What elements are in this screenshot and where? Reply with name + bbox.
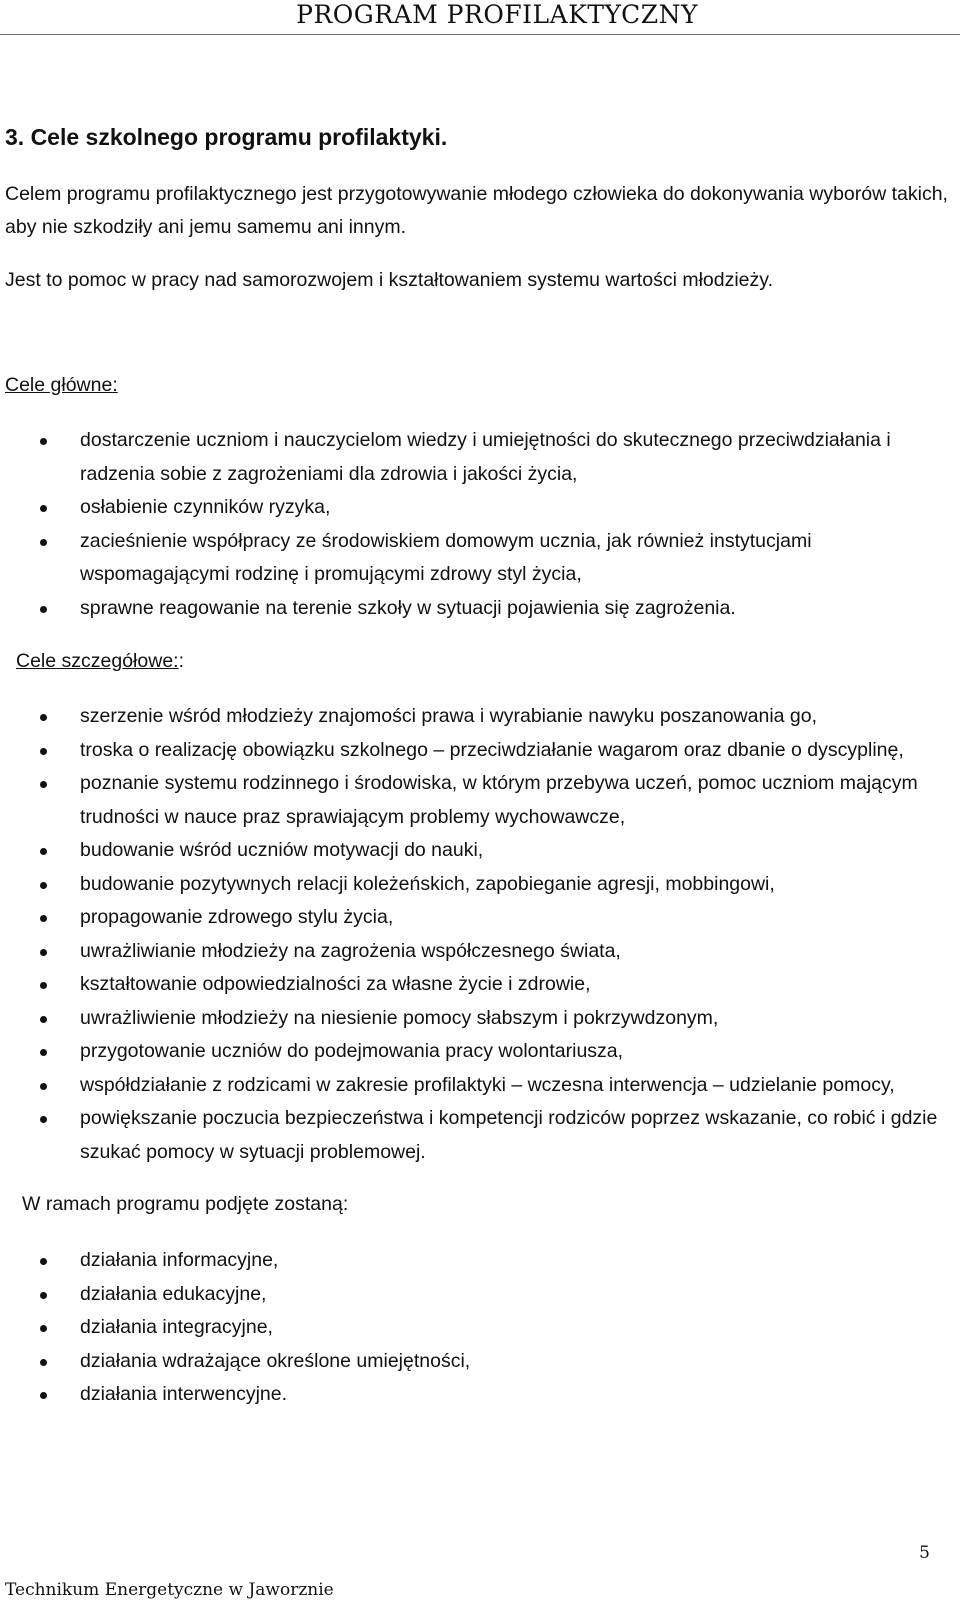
list-item	[0, 935, 945, 969]
list-item	[0, 767, 945, 834]
bullet-icon	[40, 1359, 47, 1366]
bullet-icon	[40, 1049, 47, 1056]
list-item-text: działania edukacyjne,	[80, 1282, 267, 1305]
header-title: PROGRAM PROFILAKTYCZNY	[296, 0, 698, 29]
list-item-text: kształtowanie odpowiedzialności za własne życie i zdrowie,	[80, 973, 591, 995]
bullet-icon	[40, 748, 47, 755]
bullet-icon	[40, 882, 47, 889]
bullet-icon	[40, 1116, 47, 1123]
bullet-icon	[40, 1083, 47, 1090]
list-item	[0, 868, 945, 902]
list-item-text: działania interwencyjne.	[80, 1383, 288, 1405]
section-title: 3. Cele szkolnego programu profilaktyki.	[5, 124, 448, 150]
list-item-text: zacieśnienie współpracy ze środowiskiem domowym ucznia, jak również instytucjami wspomagającymi rodzinę i promującymi zdrowy styl życia,	[80, 529, 812, 585]
bullet-icon	[40, 982, 47, 989]
list-item	[0, 734, 945, 768]
list-item-text: działania integracyjne,	[80, 1316, 273, 1338]
bullet-icon	[40, 438, 47, 445]
bullet-icon	[40, 1292, 47, 1299]
bullet-icon	[40, 781, 47, 788]
list-item-text: uwrażliwianie młodzieży na zagrożenia współczesnego świata,	[80, 939, 621, 962]
list-item-text: działania wdrażające określone umiejętności,	[80, 1349, 471, 1372]
list-item	[0, 1002, 945, 1036]
list-item	[0, 968, 945, 1002]
page-header	[0, 0, 960, 35]
list-item-text: powiększanie poczucia bezpieczeństwa i kompetencji rodziców poprzez wskazanie, co robić i gdzie szukać pomocy w sytuacji problemowej.	[80, 1107, 938, 1163]
page-number: 5	[919, 1543, 930, 1563]
list-item	[0, 1378, 945, 1412]
intro-paragraph-2: Jest to pomoc w pracy nad samorozwojem i kształtowaniem systemu wartości młodzieży.	[5, 269, 773, 291]
list-item-text: uwrażliwienie młodzieży na niesienie pomocy słabszym i pokrzywdzonym,	[80, 1006, 719, 1029]
list-item	[0, 1278, 945, 1312]
footer-school-name: Technikum Energetyczne w Jaworznie	[5, 1580, 334, 1600]
list-item-text: sprawne reagowanie na terenie szkoły w sytuacji pojawienia się zagrożenia.	[80, 596, 736, 619]
detailed-goals-list	[0, 700, 945, 1169]
bullet-icon	[40, 539, 47, 546]
actions-list	[0, 1244, 945, 1412]
bullet-icon	[40, 848, 47, 855]
list-item	[0, 901, 945, 935]
bullet-icon	[40, 714, 47, 721]
list-item	[0, 491, 945, 525]
list-item	[0, 592, 945, 626]
list-item-text: współdziałanie z rodzicami w zakresie profilaktyki – wczesna interwencja – udzielanie pomocy,	[80, 1073, 895, 1096]
bullet-icon	[40, 1325, 47, 1332]
list-item-text: dostarczenie uczniom i nauczycielom wiedzy i umiejętności do skutecznego przeciwdziałania i radzenia sobie z zagrożeniami dla zdrowia i jakości życia,	[80, 429, 891, 485]
bullet-icon	[40, 1392, 47, 1399]
list-item-text: osłabienie czynników ryzyka,	[80, 496, 331, 518]
bullet-icon	[40, 1016, 47, 1023]
list-item	[0, 1035, 945, 1069]
list-item-text: działania informacyjne,	[80, 1249, 279, 1271]
list-item	[0, 700, 945, 734]
detailed-goals-heading-wrap	[16, 650, 184, 673]
list-item-text: propagowanie zdrowego stylu życia,	[80, 906, 394, 928]
detailed-goals-heading: Cele szczegółowe:	[16, 650, 179, 672]
actions-heading: W ramach programu podjęte zostaną:	[22, 1193, 349, 1215]
main-goals-heading: Cele główne:	[5, 374, 118, 396]
list-item	[0, 1102, 945, 1169]
list-item	[0, 1311, 945, 1345]
list-item	[0, 834, 945, 868]
list-item-text: budowanie wśród uczniów motywacji do nauki,	[80, 839, 484, 861]
list-item	[0, 1069, 945, 1103]
intro-paragraph-1: Celem programu profilaktycznego jest przygotowywanie młodego człowieka do dokonywania wyborów takich, aby nie szkodziły ani jemu samemu ani innym.	[5, 183, 948, 238]
list-item	[0, 1244, 945, 1278]
bullet-icon	[40, 1258, 47, 1265]
list-item	[0, 1345, 945, 1379]
bullet-icon	[40, 606, 47, 613]
list-item-text: przygotowanie uczniów do podejmowania pracy wolontariusza,	[80, 1040, 624, 1062]
main-goals-list	[0, 424, 945, 625]
list-item-text: troska o realizację obowiązku szkolnego – przeciwdziałanie wagarom oraz dbanie o dyscyplinę,	[80, 738, 904, 761]
list-item	[0, 424, 945, 491]
bullet-icon	[40, 505, 47, 512]
list-item-text: poznanie systemu rodzinnego i środowiska, w którym przebywa uczeń, pomoc uczniom mającym trudności w nauce praz sprawiającym problemy wychowawcze,	[80, 772, 918, 828]
list-item	[0, 525, 945, 592]
bullet-icon	[40, 949, 47, 956]
list-item-text: szerzenie wśród młodzieży znajomości prawa i wyrabianie nawyku poszanowania go,	[80, 705, 818, 727]
detailed-goals-heading-suffix: :	[178, 650, 185, 672]
bullet-icon	[40, 915, 47, 922]
list-item-text: budowanie pozytywnych relacji koleżeńskich, zapobieganie agresji, mobbingowi,	[80, 872, 775, 895]
